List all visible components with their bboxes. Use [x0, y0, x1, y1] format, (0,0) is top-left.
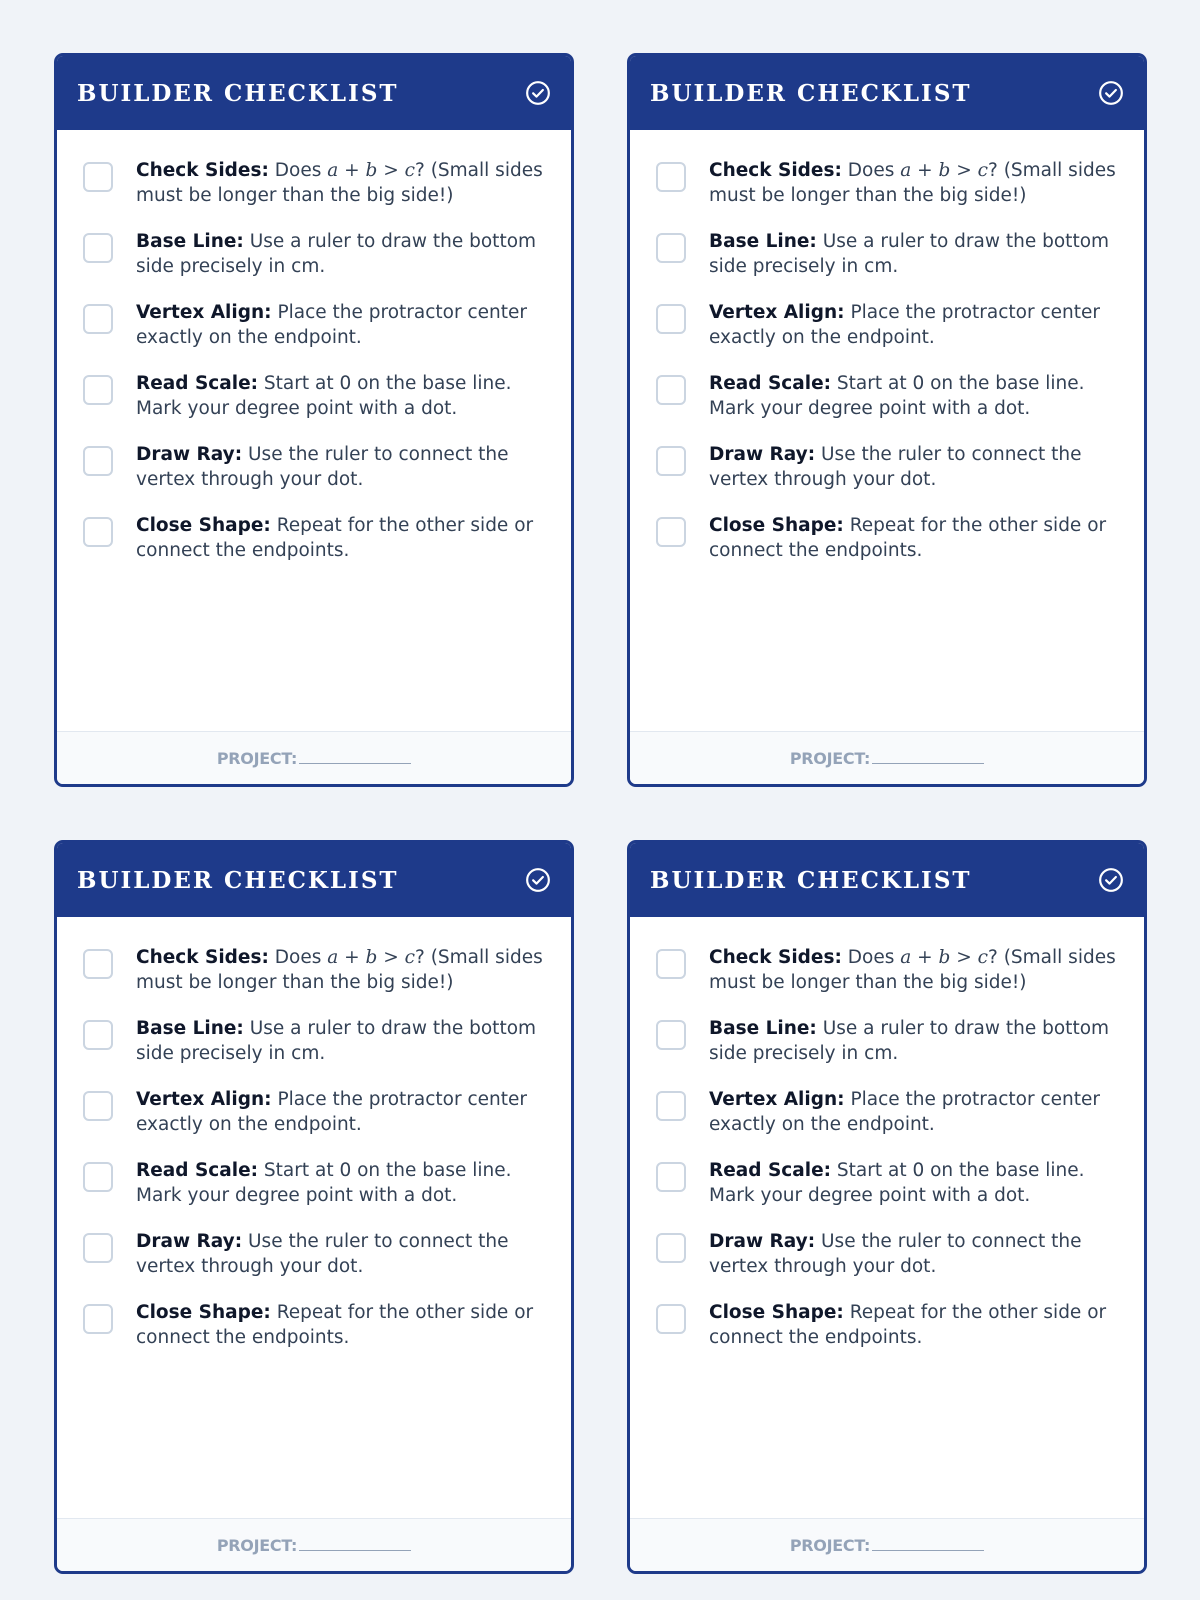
item-text [709, 229, 1120, 279]
checklist-card [54, 840, 574, 1574]
card-title: BUILDER CHECKLIST [77, 79, 399, 107]
item-description: Repeat for the other side or connect the endpoints. [709, 515, 1107, 561]
item-text [136, 1229, 547, 1279]
checklist-item [83, 1087, 547, 1137]
checkbox[interactable] [83, 304, 113, 334]
item-description: ? (Small sides must be longer than the big side!) [709, 947, 1116, 993]
item-description: Use the ruler to connect the vertex through your dot. [136, 1231, 509, 1277]
item-text [709, 1087, 1120, 1137]
project-blank-line [299, 1536, 411, 1551]
checkbox[interactable] [656, 517, 686, 547]
item-description: Place the protractor center exactly on the endpoint. [136, 302, 527, 348]
checkbox[interactable] [656, 375, 686, 405]
project-label: PROJECT: [789, 1535, 871, 1555]
item-title: Draw Ray: [136, 1231, 243, 1252]
item-title: Vertex Align: [709, 1089, 845, 1110]
item-title: Base Line: [136, 231, 244, 252]
checklist-item [83, 300, 547, 350]
project-blank-line [872, 749, 984, 764]
checklist-item [656, 300, 1120, 350]
checklist-item [83, 1300, 547, 1350]
checklist-item [656, 1087, 1120, 1137]
checklist-item [83, 1158, 547, 1208]
math-expression: a + b > c [900, 160, 988, 181]
math-expression: a + b > c [900, 947, 988, 968]
item-description: ? (Small sides must be longer than the big side!) [136, 947, 543, 993]
checkbox[interactable] [83, 375, 113, 405]
checklist-item [656, 1158, 1120, 1208]
item-text [709, 300, 1120, 350]
item-text [136, 513, 547, 563]
checkbox[interactable] [656, 949, 686, 979]
item-description: Use the ruler to connect the vertex through your dot. [709, 1231, 1082, 1277]
card-footer [57, 1518, 571, 1571]
checklist-item [656, 371, 1120, 421]
checklist-item [656, 158, 1120, 208]
item-title: Vertex Align: [709, 302, 845, 323]
project-label: PROJECT: [216, 748, 298, 768]
checklist-card [627, 840, 1147, 1574]
item-title: Read Scale: [136, 1160, 259, 1181]
checkbox[interactable] [83, 1233, 113, 1263]
item-description: Start at 0 on the base line. Mark your degree point with a dot. [709, 373, 1085, 419]
item-description: Use a ruler to draw the bottom side precisely in cm. [709, 1018, 1110, 1064]
item-text [136, 945, 547, 995]
item-title: Base Line: [709, 1018, 817, 1039]
checklist-item [83, 1229, 547, 1279]
item-text [136, 300, 547, 350]
item-text [709, 1229, 1120, 1279]
check-circle-icon [525, 867, 551, 893]
item-text [136, 371, 547, 421]
checkbox[interactable] [656, 233, 686, 263]
item-description: Repeat for the other side or connect the endpoints. [709, 1302, 1107, 1348]
item-title: Close Shape: [136, 515, 271, 536]
item-description: Use a ruler to draw the bottom side precisely in cm. [136, 1018, 537, 1064]
item-description: Use a ruler to draw the bottom side precisely in cm. [136, 231, 537, 277]
checklist-card [627, 53, 1147, 787]
item-title: Draw Ray: [709, 444, 816, 465]
checklist-items [57, 130, 571, 731]
item-title: Check Sides: [136, 160, 269, 181]
item-title: Close Shape: [709, 515, 844, 536]
checklist-item [83, 229, 547, 279]
item-text [709, 371, 1120, 421]
card-header [57, 56, 571, 130]
item-title: Base Line: [136, 1018, 244, 1039]
card-title: BUILDER CHECKLIST [650, 866, 972, 894]
checklist-item [83, 945, 547, 995]
project-label: PROJECT: [216, 1535, 298, 1555]
checklist-item [83, 1016, 547, 1066]
item-text [136, 158, 547, 208]
project-blank-line [299, 749, 411, 764]
math-expression: a + b > c [327, 160, 415, 181]
item-title: Read Scale: [709, 373, 832, 394]
checkbox[interactable] [83, 949, 113, 979]
checkbox[interactable] [83, 162, 113, 192]
item-text [136, 1016, 547, 1066]
checkbox[interactable] [83, 1304, 113, 1334]
checklist-items [57, 917, 571, 1518]
project-label: PROJECT: [789, 748, 871, 768]
item-title: Vertex Align: [136, 302, 272, 323]
item-description: Does [847, 947, 901, 968]
item-text [709, 1300, 1120, 1350]
item-description: ? (Small sides must be longer than the big side!) [136, 160, 543, 206]
checklist-item [656, 1229, 1120, 1279]
checklist-items [630, 917, 1144, 1518]
item-description: Repeat for the other side or connect the endpoints. [136, 515, 534, 561]
item-text [709, 442, 1120, 492]
item-description: Does [847, 160, 901, 181]
checkbox[interactable] [656, 304, 686, 334]
item-title: Draw Ray: [136, 444, 243, 465]
card-header [57, 843, 571, 917]
checkbox[interactable] [656, 1233, 686, 1263]
item-description: Start at 0 on the base line. Mark your degree point with a dot. [136, 373, 512, 419]
checkbox[interactable] [656, 1020, 686, 1050]
card-footer [630, 1518, 1144, 1571]
item-description: Place the protractor center exactly on the endpoint. [136, 1089, 527, 1135]
item-description: Use the ruler to connect the vertex through your dot. [709, 444, 1082, 490]
card-footer [630, 731, 1144, 784]
checkbox[interactable] [83, 233, 113, 263]
item-description: Place the protractor center exactly on the endpoint. [709, 1089, 1100, 1135]
checklist-item [656, 229, 1120, 279]
item-title: Check Sides: [136, 947, 269, 968]
checklist-item [656, 1016, 1120, 1066]
item-description: ? (Small sides must be longer than the big side!) [709, 160, 1116, 206]
checklist-grid [54, 53, 1147, 1574]
card-title: BUILDER CHECKLIST [77, 866, 399, 894]
checkbox[interactable] [83, 446, 113, 476]
card-header [630, 56, 1144, 130]
checkbox[interactable] [656, 1162, 686, 1192]
item-description: Repeat for the other side or connect the endpoints. [136, 1302, 534, 1348]
item-description: Does [274, 947, 328, 968]
checkbox[interactable] [656, 446, 686, 476]
item-title: Close Shape: [709, 1302, 844, 1323]
item-title: Close Shape: [136, 1302, 271, 1323]
checklist-item [656, 442, 1120, 492]
checklist-item [83, 513, 547, 563]
item-text [709, 1158, 1120, 1208]
checklist-item [656, 945, 1120, 995]
checklist-item [83, 371, 547, 421]
item-description: Does [274, 160, 328, 181]
item-description: Place the protractor center exactly on the endpoint. [709, 302, 1100, 348]
item-description: Start at 0 on the base line. Mark your degree point with a dot. [136, 1160, 512, 1206]
checkbox[interactable] [656, 1304, 686, 1334]
checklist-items [630, 130, 1144, 731]
item-title: Check Sides: [709, 947, 842, 968]
checklist-card [54, 53, 574, 787]
item-title: Base Line: [709, 231, 817, 252]
check-circle-icon [525, 80, 551, 106]
checklist-item [656, 513, 1120, 563]
item-text [709, 513, 1120, 563]
math-expression: a + b > c [327, 947, 415, 968]
item-text [136, 442, 547, 492]
checkbox[interactable] [83, 1091, 113, 1121]
item-text [709, 945, 1120, 995]
checklist-item [83, 442, 547, 492]
item-text [709, 1016, 1120, 1066]
item-title: Check Sides: [709, 160, 842, 181]
item-title: Draw Ray: [709, 1231, 816, 1252]
item-text [136, 1158, 547, 1208]
check-circle-icon [1098, 80, 1124, 106]
checklist-item [656, 1300, 1120, 1350]
check-circle-icon [1098, 867, 1124, 893]
item-text [136, 1300, 547, 1350]
checkbox[interactable] [656, 1091, 686, 1121]
checklist-item [83, 158, 547, 208]
card-title: BUILDER CHECKLIST [650, 79, 972, 107]
checkbox[interactable] [83, 1162, 113, 1192]
project-blank-line [872, 1536, 984, 1551]
checkbox[interactable] [656, 162, 686, 192]
item-title: Vertex Align: [136, 1089, 272, 1110]
item-title: Read Scale: [136, 373, 259, 394]
item-text [709, 158, 1120, 208]
card-header [630, 843, 1144, 917]
checkbox[interactable] [83, 1020, 113, 1050]
item-description: Use the ruler to connect the vertex through your dot. [136, 444, 509, 490]
item-description: Use a ruler to draw the bottom side precisely in cm. [709, 231, 1110, 277]
item-text [136, 1087, 547, 1137]
card-footer [57, 731, 571, 784]
item-title: Read Scale: [709, 1160, 832, 1181]
item-text [136, 229, 547, 279]
checkbox[interactable] [83, 517, 113, 547]
item-description: Start at 0 on the base line. Mark your degree point with a dot. [709, 1160, 1085, 1206]
